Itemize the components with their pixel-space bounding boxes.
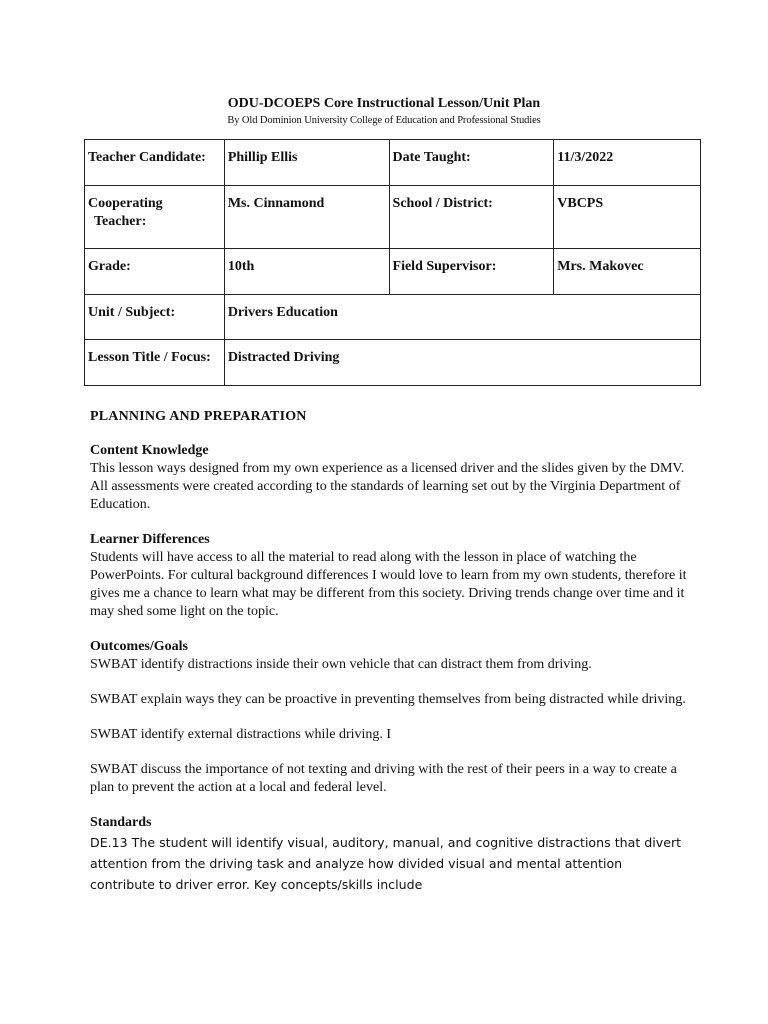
document-title: ODU-DCOEPS Core Instructional Lesson/Unit Plan — [227, 96, 541, 111]
standards-text: DE.13 The student will identify visual, auditory, manual, and cognitive distractions that divert attention from the driving task and analyze how divided visual and mental attention contribute to driver error. Key concepts/skills include — [90, 835, 682, 892]
date-taught-value: 11/3/2022 — [554, 140, 701, 186]
cooperating-teacher-label-line1: Cooperating — [88, 196, 163, 211]
outcomes-goals-heading: Outcomes/Goals — [90, 639, 188, 654]
standards-heading: Standards — [90, 815, 152, 830]
teacher-candidate-value: Phillip Ellis — [224, 140, 389, 186]
lesson-info-table — [84, 139, 701, 386]
lesson-title-label: Lesson Title / Focus: — [85, 340, 225, 386]
planning-section — [90, 408, 690, 895]
table-row — [85, 140, 701, 186]
grade-value: 10th — [224, 249, 389, 295]
table-row — [85, 340, 701, 386]
outcome-item: SWBAT identify distractions inside their own vehicle that can distract them from driving. — [90, 657, 592, 672]
table-row — [85, 295, 701, 340]
outcome-item: SWBAT discuss the importance of not texting and driving with the rest of their peers in a way to create a plan to prevent the action at a local and federal level. — [90, 762, 677, 795]
grade-label: Grade: — [85, 249, 225, 295]
learner-differences-text: Students will have access to all the material to read along with the lesson in place of watching the PowerPoints. For cultural background differences I would love to learn from my own students, therefore it gives me a chance to learn what may be different from this society. Driving trends change over time and it may shed some light on the topic. — [90, 550, 687, 619]
unit-subject-value: Drivers Education — [224, 295, 700, 340]
school-district-label: School / District: — [389, 186, 554, 249]
unit-subject-label: Unit / Subject: — [85, 295, 225, 340]
table-row — [85, 249, 701, 295]
date-taught-label: Date Taught: — [389, 140, 554, 186]
learner-differences-heading: Learner Differences — [90, 532, 210, 547]
outcome-item: SWBAT explain ways they can be proactive in preventing themselves from being distracted while driving. — [90, 692, 686, 707]
section-title: PLANNING AND PREPARATION — [90, 409, 307, 424]
teacher-candidate-label: Teacher Candidate: — [85, 140, 225, 186]
lesson-title-value: Distracted Driving — [224, 340, 700, 386]
content-knowledge-heading: Content Knowledge — [90, 443, 209, 458]
document-subtitle: By Old Dominion University College of Education and Professional Studies — [227, 115, 541, 126]
table-row — [85, 186, 701, 249]
cooperating-teacher-label-line2: Teacher: — [94, 214, 147, 229]
field-supervisor-label: Field Supervisor: — [389, 249, 554, 295]
cooperating-teacher-label — [85, 186, 225, 249]
cooperating-teacher-value: Ms. Cinnamond — [224, 186, 389, 249]
outcome-item: SWBAT identify external distractions while driving. I — [90, 727, 392, 742]
field-supervisor-value: Mrs. Makovec — [554, 249, 701, 295]
content-knowledge-text: This lesson ways designed from my own experience as a licensed driver and the slides given by the DMV. All assessments were created according to the standards of learning set out by the Virginia Department of Education. — [90, 461, 685, 512]
school-district-value: VBCPS — [554, 186, 701, 249]
